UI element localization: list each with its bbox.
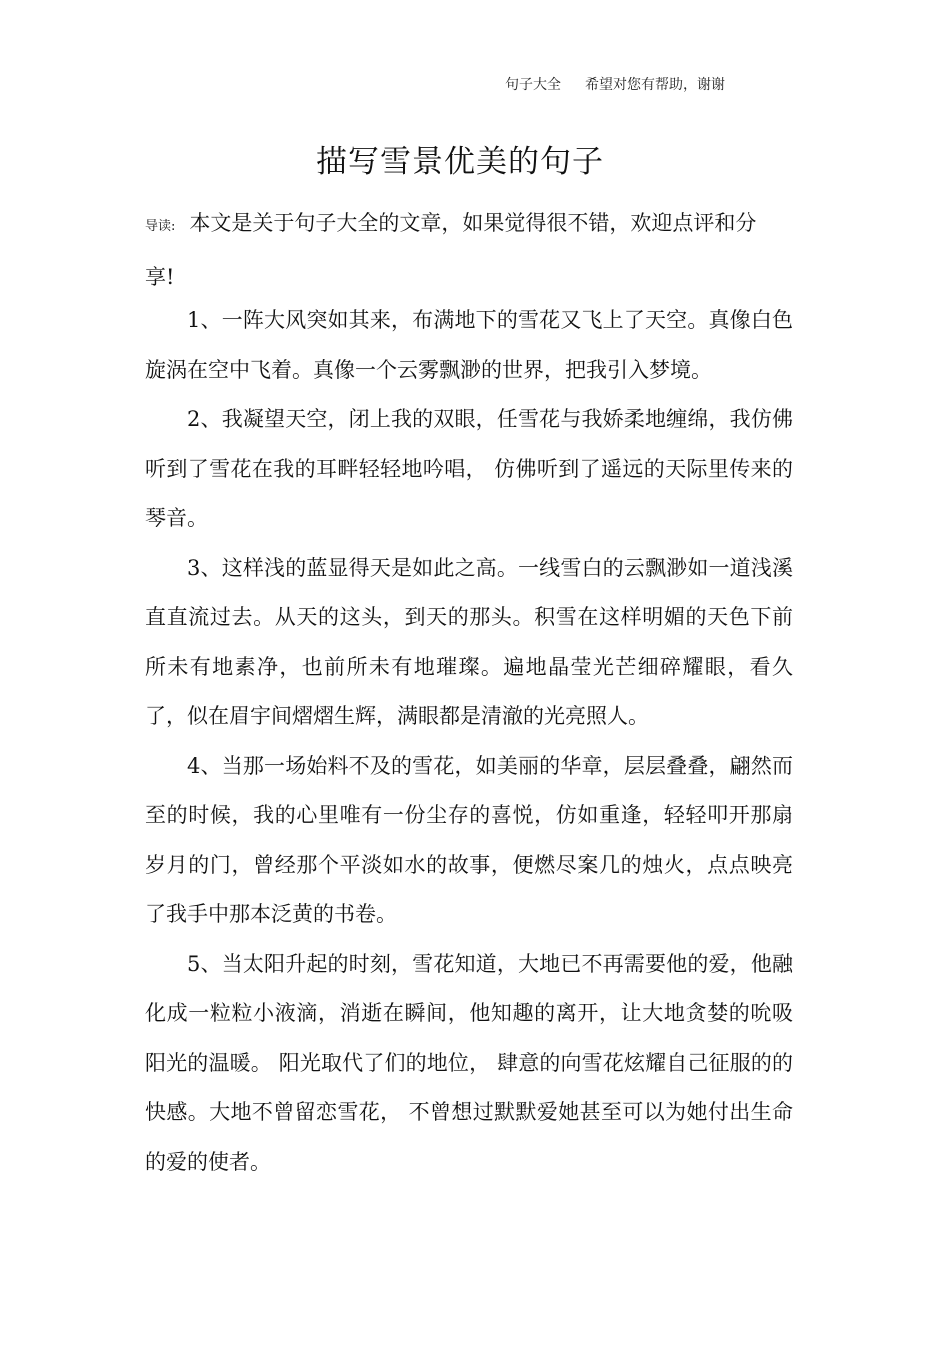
page-header <box>505 76 725 94</box>
document-title: 描写雪景优美的句子 <box>316 144 604 180</box>
intro-text: 本文是关于句子大全的文章，如果觉得很不错，欢迎点评和分享! <box>145 211 757 289</box>
intro-block <box>145 198 765 302</box>
paragraph-4: 4、当那一场始料不及的雪花，如美丽的华章，层层叠叠，翩然而至的时候，我的心里唯有一份尘存的喜悦，仿如重逢，轻轻叩开那扇岁月的门，曾经那个平淡如水的故事，便燃尽案几的烛火，点点映亮了我手中那本泛黄的书卷。 <box>145 753 793 926</box>
header-site-name: 句子大全 <box>505 77 561 93</box>
paragraph-1: 1、一阵大风突如其来，布满地下的雪花又飞上了天空。真像白色旋涡在空中飞着。真像一个云雾飘渺的世界，把我引入梦境。 <box>145 308 793 382</box>
paragraph-2: 2、我凝望天空，闭上我的双眼，任雪花与我娇柔地缠绵，我仿佛听到了雪花在我的耳畔轻轻地吟唱， 仿佛听到了遥远的天际里传来的琴音。 <box>145 407 793 530</box>
document-body <box>145 296 793 1187</box>
intro-label: 导读: <box>145 219 176 234</box>
header-thanks-note: 希望对您有帮助，谢谢 <box>585 77 725 93</box>
paragraph-3: 3、这样浅的蓝显得天是如此之高。一线雪白的云飘渺如一道浅溪直直流过去。从天的这头，到天的那头。积雪在这样明媚的天色下前所未有地素净，也前所未有地璀璨。遍地晶莹光芒细碎耀眼，看久了，似在眉宇间熠熠生辉，满眼都是清澈的光亮照人。 <box>145 555 793 728</box>
paragraph-5: 5、当太阳升起的时刻，雪花知道，大地已不再需要他的爱，他融化成一粒粒小液滴，消逝在瞬间，他知趣的离开，让大地贪婪的吮吸阳光的温暖。 阳光取代了们的地位， 肆意的向雪花炫耀自己征服的的快感。大地不曾留恋雪花， 不曾想过默默爱她甚至可以为她付出生命的爱的使者。 <box>145 951 793 1174</box>
